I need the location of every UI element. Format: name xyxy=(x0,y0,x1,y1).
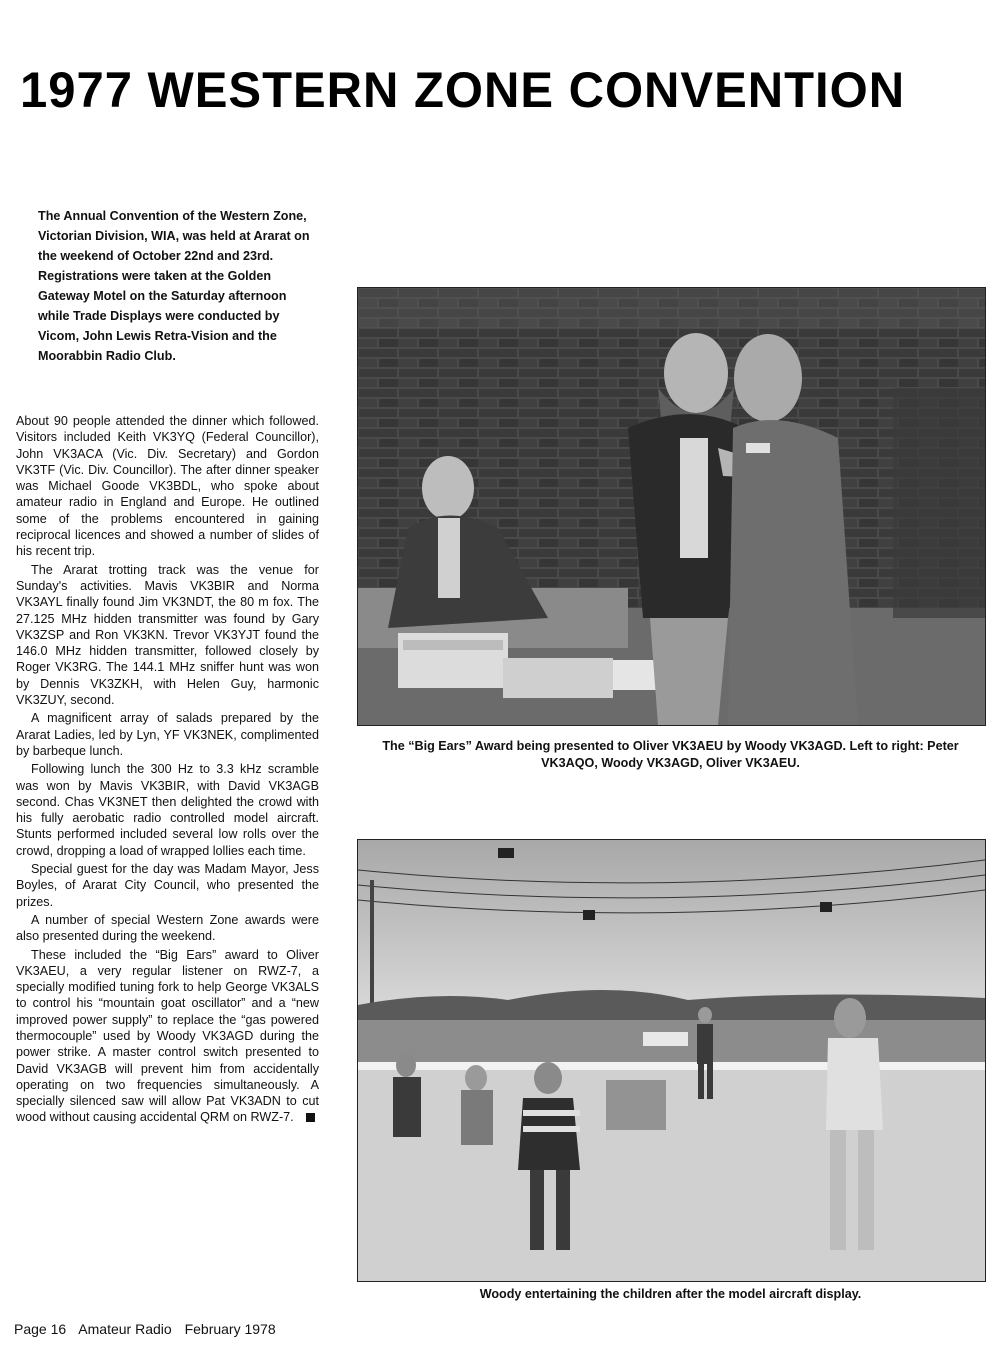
photo-award-presentation xyxy=(357,287,986,726)
body-paragraph-2: The Ararat trotting track was the venue for Sunday's activities. Mavis VK3BIR and Norma VK3AYL finally found Jim VK3NDT, the 80 m fox. The 27.125 MHz hidden transmitter was found by Gary VK3ZSP and Ron VK3KN. Trevor VK3YJT found the 146.0 MHz hidden transmitter, followed closely by Roger VK3RG. The 144.1 MHz sniffer hunt was won by Dennis VK3ZKH, with Helen Guy, harmonic VK3ZUY, second. xyxy=(16,562,319,708)
intro-paragraph xyxy=(38,206,310,366)
issue-date: February 1978 xyxy=(184,1321,276,1337)
photo-children-outdoors xyxy=(357,839,986,1282)
article-title: 1977 WESTERN ZONE CONVENTION xyxy=(20,62,906,118)
photo-award-presentation-image xyxy=(358,288,985,725)
page-number: Page 16 xyxy=(14,1321,67,1337)
page-footer xyxy=(14,1321,514,1337)
body-paragraph-5: Special guest for the day was Madam Mayor, Jess Boyles, of Ararat City Council, who presented the prizes. xyxy=(16,862,319,909)
end-of-article-mark xyxy=(306,1113,315,1122)
photo-children-caption: Woody entertaining the children after the model aircraft display. xyxy=(479,1287,862,1301)
body-paragraph-7-text: These included the “Big Ears” award to Oliver VK3AEU, a very regular listener on RWZ-7, a specially modified tuning fork to help George VK3ALS to control his “mountain goat oscillator” and a “new improved power supply” to replace the “gas powered thermocouple” used by Woody VK3AGD during the power strike. A master control switch presented to David VK3AGB will prevent him from accidentally operating on two frequencies simultaneously. A specially silenced saw will allow Pat VK3ADN to cut wood without causing accidental QRM on RWZ-7. xyxy=(16,947,319,1125)
body-paragraph-3: A magnificent array of salads prepared by the Ararat Ladies, led by Lyn, YF VK3NEK, complimented by barbeque lunch. xyxy=(16,711,319,758)
body-paragraph-7 xyxy=(16,947,319,1126)
intro-text: The Annual Convention of the Western Zone, Victorian Division, WIA, was held at Ararat on the weekend of October 22nd and 23rd. Registrations were taken at the Golden Gateway Motel on the Saturday afternoon while Trade Displays were conducted by Vicom, John Lewis Retra-Vision and the Moorabbin Radio Club. xyxy=(38,209,310,363)
article-body xyxy=(16,413,319,1128)
body-paragraph-1: About 90 people attended the dinner which followed. Visitors included Keith VK3YQ (Federal Councillor), John VK3ACA (Vic. Div. Secretary) and Gordon VK3TF (Vic. Div. Councillor). The after dinner speaker was Michael Goode VK3BDL, who spoke about amateur radio in England and Europe. He outlined some of the problems encountered in gaining reciprocal licences and showed a number of slides of his recent trip. xyxy=(16,414,319,559)
magazine-name: Amateur Radio xyxy=(78,1321,172,1337)
body-paragraph-6: A number of special Western Zone awards were also presented during the weekend. xyxy=(16,912,319,944)
photo-children-outdoors-image xyxy=(358,840,985,1281)
body-paragraph-4: Following lunch the 300 Hz to 3.3 kHz scramble was won by Mavis VK3BIR, with David VK3AGB second. Chas VK3NET then delighted the crowd with his fully aerobatic radio controlled model aircraft. Stunts performed included several low rolls over the crowd, dropping a load of wrapped lollies each time. xyxy=(16,762,319,858)
photo-award-caption: The “Big Ears” Award being presented to Oliver VK3AEU by Woody VK3AGD. Left to right: Peter VK3AQO, Woody VK3AGD, Oliver VK3AEU. xyxy=(382,739,959,770)
